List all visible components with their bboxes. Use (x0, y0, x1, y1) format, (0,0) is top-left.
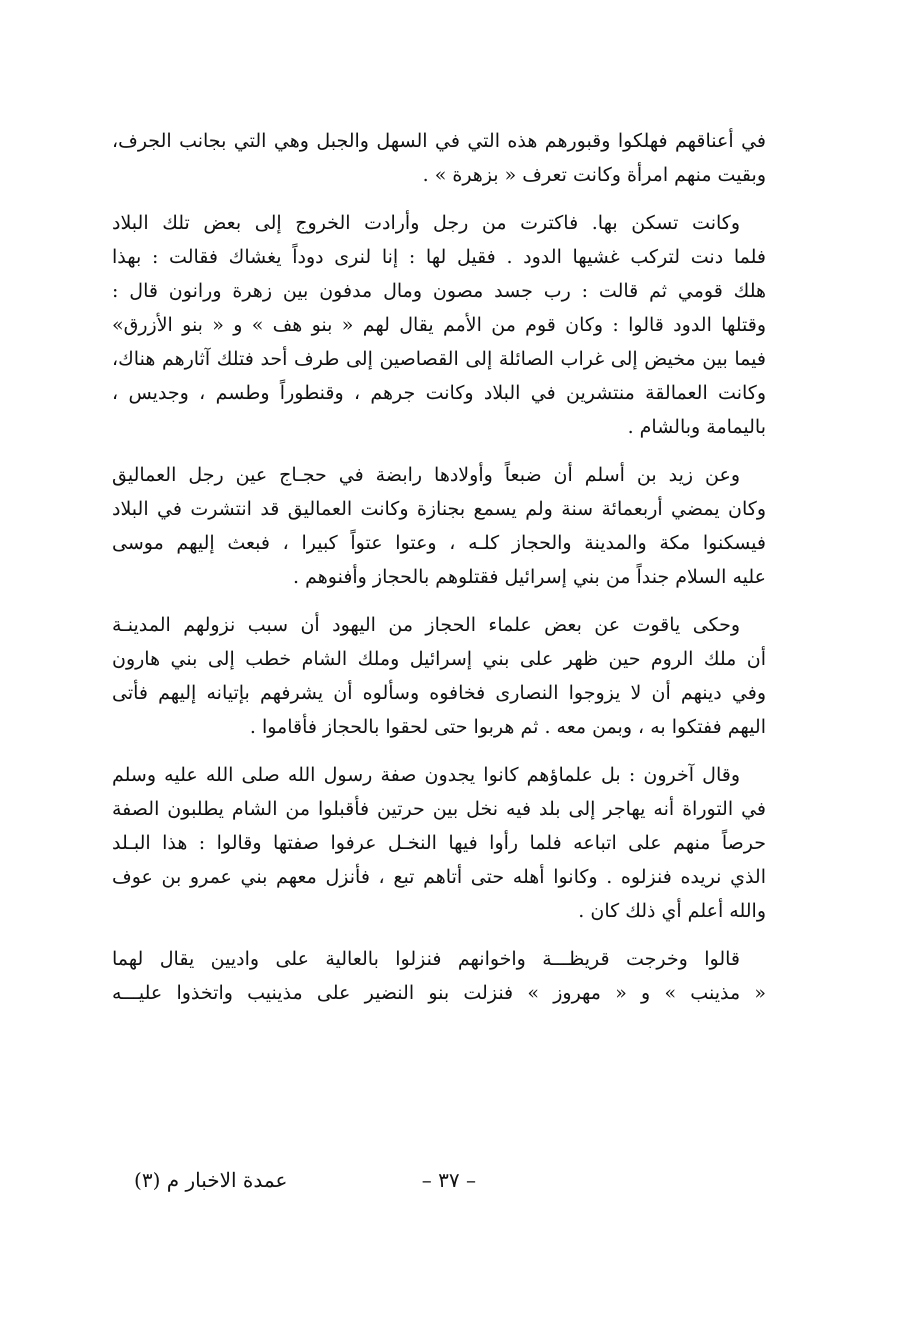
text-line: « مذينب » و « مهروز » فنزلت بنو النضير على مذينيب واتخذوا عليـــه (112, 982, 766, 1004)
text-line: هلك قومي ثم قالت : رب جسد مصون ومال مدفون بين زهرة ورانون قال : (112, 280, 766, 302)
text-line: في أعناقهم فهلكوا وقبورهم هذه التي في السهل والجبل وهي التي بجانب الجرف، (112, 130, 766, 152)
text-line: قالوا وخرجت قريظـــة واخوانهم فنزلوا بالعالية على واديين يقال لهما (112, 948, 740, 970)
text-line: وعن زيد بن أسلم أن ضبعاً وأولادها رابضة في حجـاج عين رجل العماليق (112, 464, 740, 486)
text-line: الذي نريده فنزلوه . وكانوا أهله حتى أتاهم تبع ، فأنزل معهم بني عمرو بن عوف (112, 866, 766, 888)
text-line: اليهم ففتكوا به ، وبمن معه . ثم هربوا حتى لحقوا بالحجاز فأقاموا . (249, 716, 766, 738)
paragraph-2 (112, 206, 766, 444)
paragraph-5 (112, 758, 766, 928)
text-line: وبقيت منهم امرأة وكانت تعرف « بزهرة » . (422, 164, 766, 186)
text-line: والله أعلم أي ذلك كان . (578, 900, 766, 922)
text-line: وقال آخرون : بل علماؤهم كانوا يجدون صفة رسول الله صلى الله عليه وسلم (112, 764, 740, 786)
text-line: وفي دينهم أن لا يزوجوا النصارى فخافوه وسألوه أن يشرفهم بإتيانه إليهم فأتى (112, 682, 766, 704)
text-line: وكانت العمالقة منتشرين في البلاد وكانت جرهم ، وقنطوراً وطسم ، وجديس ، (112, 382, 766, 404)
running-title: عمدة الاخبار م (٣) (134, 1168, 288, 1192)
paragraph-6 (112, 942, 766, 1010)
text-line: وكانت تسكن بها. فاكترت من رجل وأرادت الخروج إلى بعض تلك البلاد (112, 212, 741, 234)
paragraph-3 (112, 458, 766, 594)
text-line: فلما دنت لتركب غشيها الدود . فقيل لها : إنا لنرى دوداً يغشاك فقالت : بهذا (112, 246, 766, 268)
text-line: في التوراة أنه يهاجر إلى بلد فيه نخل بين حرتين فأقبلوا من الشام يطلبون الصفة (112, 798, 766, 820)
text-line: حرصاً منهم على اتباعه فلما رأوا فيها النخـل عرفوا صفتها وقالوا : هذا البـلد (112, 832, 766, 854)
text-line: فيسكنوا مكة والمدينة والحجاز كلـه ، وعتوا عتواً كبيرا ، فبعث إليهم موسى (112, 532, 766, 554)
text-line: وقتلها الدود قالوا : وكان قوم من الأمم يقال لهم « بنو هف » و « بنو الأزرق» (112, 314, 766, 336)
page-number: – ٣٧ – (421, 1168, 476, 1192)
text-line: باليمامة وبالشام . (627, 416, 766, 438)
text-line: وحكى ياقوت عن بعض علماء الحجاز من اليهود أن سبب نزولهم المدينـة (112, 614, 740, 636)
text-line: فيما بين مخيض إلى غراب الصائلة إلى القصاصين إلى طرف أحد فتلك آثارهم هناك، (112, 348, 766, 370)
text-line: أن ملك الروم حين ظهر على بني إسرائيل وملك الشام خطب إلى بني هارون (112, 648, 766, 670)
text-line: وكان يمضي أربعمائة سنة ولم يسمع بجنازة وكانت العماليق قد انتشرت في البلاد (112, 498, 766, 520)
paragraph-4 (112, 608, 766, 744)
body-text (112, 124, 766, 1010)
paragraph-1 (112, 124, 766, 192)
text-line: عليه السلام جنداً من بني إسرائيل فقتلوهم بالحجاز وأفنوهم . (293, 566, 766, 588)
page-footer (112, 1160, 766, 1200)
